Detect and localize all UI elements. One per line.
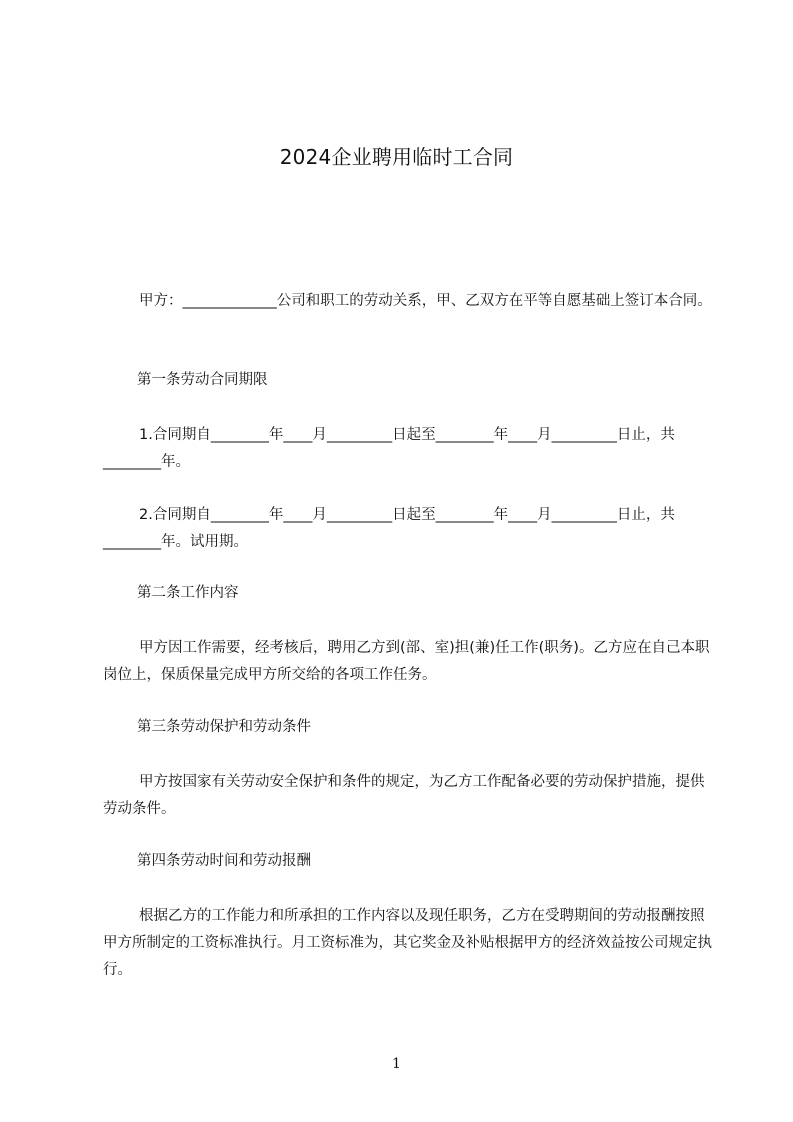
paragraph-labor-protection: 甲方按国家有关劳动安全保护和条件的规定，为乙方工作配备必要的劳动保护措施，提供劳动条件。 <box>103 774 705 817</box>
heading-article-4: 第四条劳动时间和劳动报酬 <box>137 853 311 869</box>
heading-article-2: 第二条工作内容 <box>137 585 239 601</box>
paragraph-parties: 甲方：_____________公司和职工的劳动关系，甲、乙双方在平等自愿基础上签订本合同。 <box>139 293 712 309</box>
paragraph-contract-term-2: 2.合同期自________年____月_________日起至________年____月_________日止，共________年。试用期。 <box>103 507 675 550</box>
paragraph-working-hours-pay: 根据乙方的工作能力和所承担的工作内容以及现任职务，乙方在受聘期间的劳动报酬按照甲方所制定的工资标准执行。月工资标准为，其它奖金及补贴根据甲方的经济效益按公司规定执行。 <box>103 908 712 978</box>
document-title: 2024企业聘用临时工合同 <box>279 145 514 169</box>
paragraph-work-content: 甲方因工作需要，经考核后，聘用乙方到(部、室)担(兼)任工作(职务)。乙方应在自己本职岗位上，保质保量完成甲方所交给的各项工作任务。 <box>103 640 710 683</box>
paragraph-contract-term-1: 1.合同期自________年____月_________日起至________年____月_________日止，共________年。 <box>103 427 675 470</box>
heading-article-1: 第一条劳动合同期限 <box>137 372 268 388</box>
page-number: 1 <box>392 1056 401 1072</box>
heading-article-3: 第三条劳动保护和劳动条件 <box>137 719 311 735</box>
